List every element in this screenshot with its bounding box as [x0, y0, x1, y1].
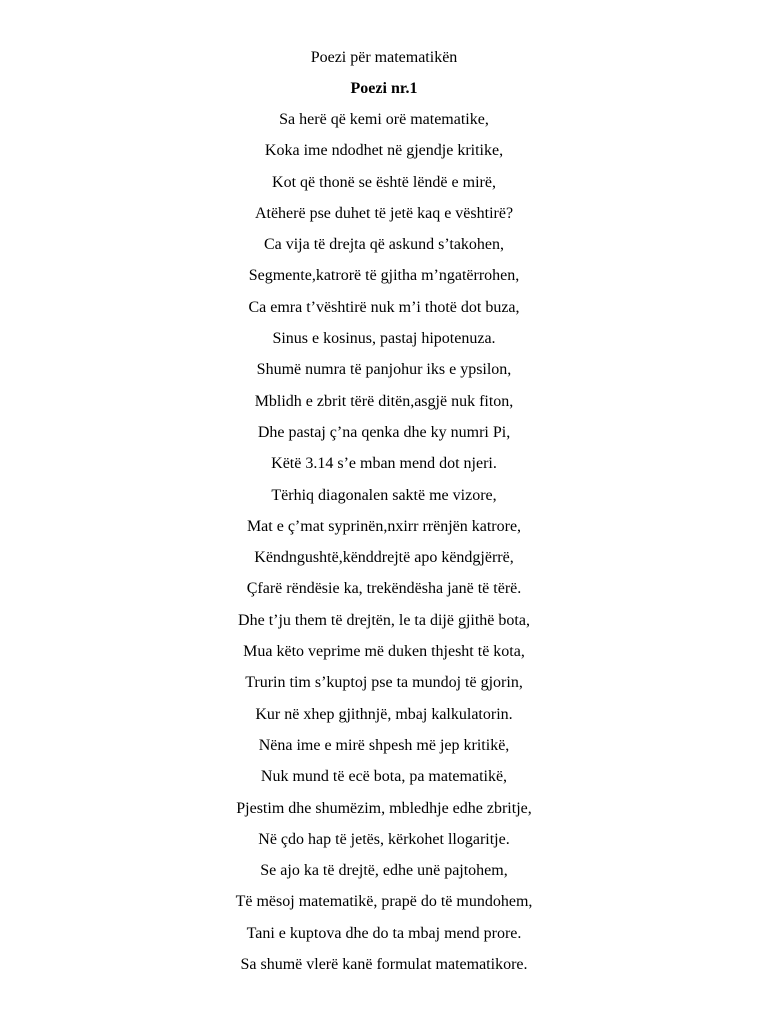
- poem-line: Në çdo hap të jetës, kërkohet llogaritje.: [258, 830, 510, 848]
- poem-line: Dhe t’ju them të drejtën, le ta dijë gjithë bota,: [238, 611, 530, 629]
- poem-line: Koka ime ndodhet në gjendje kritike,: [264, 142, 504, 160]
- poem-line: Tani e kuptova dhe do ta mbaj mend prore.: [246, 924, 522, 942]
- poem-line: Atëherë pse duhet të jetë kaq e vështirë?: [254, 204, 514, 222]
- poem-line: Tërhiq diagonalen saktë me vizore,: [271, 486, 497, 504]
- poem-line: Mat e ç’mat syprinën,nxirr rrënjën katrore,: [246, 517, 522, 535]
- poem-line: Çfarë rëndësie ka, trekëndësha janë të tërë.: [246, 580, 522, 598]
- poem-line: Mua këto veprime më duken thjesht të kota,: [243, 643, 525, 661]
- poem-line: Sinus e kosinus, pastaj hipotenuza.: [272, 330, 496, 348]
- poem-line: Dhe pastaj ç’na qenka dhe ky numri Pi,: [257, 423, 511, 441]
- poem-line: Ca vija të drejta që askund s’takohen,: [263, 236, 505, 254]
- poem-line: Ca emra t’vështirë nuk m’i thotë dot buza,: [248, 298, 520, 316]
- poem-line: Se ajo ka të drejtë, edhe unë pajtohem,: [260, 862, 508, 880]
- poem-line: Këndngushtë,kënddrejtë apo këndgjërrë,: [254, 549, 514, 567]
- poem-line: Sa shumë vlerë kanë formulat matematikore.: [240, 956, 528, 974]
- poem-line: Trurin tim s’kuptoj pse ta mundoj të gjorin,: [245, 674, 523, 692]
- poem-line: Pjestim dhe shumëzim, mbledhje edhe zbritje,: [236, 799, 532, 817]
- poem-line: Këtë 3.14 s’e mban mend dot njeri.: [271, 455, 497, 473]
- poem-body: [0, 109, 768, 985]
- poem-line: Mblidh e zbrit tërë ditën,asgjë nuk fiton,: [254, 392, 514, 410]
- poem-line: Sa herë që kemi orë matematike,: [279, 111, 489, 128]
- document-title: Poezi për matematikën: [310, 49, 458, 66]
- poem-line: Segmente,katrorë të gjitha m’ngatërrohen,: [248, 267, 520, 285]
- poem-line: Nuk mund të ecë bota, pa matematikë,: [260, 768, 508, 786]
- poem-line: Kot që thonë se është lëndë e mirë,: [272, 173, 496, 191]
- poem-number-heading: Poezi nr.1: [350, 80, 418, 97]
- poem-line: Shumë numra të panjohur iks e ypsilon,: [256, 361, 512, 379]
- poem-line: Nëna ime e mirë shpesh më jep kritikë,: [258, 736, 510, 754]
- poem-line: Të mësoj matematikë, prapë do të mundohem,: [235, 893, 533, 911]
- poem-line: Kur në xhep gjithnjë, mbaj kalkulatorin.: [255, 705, 513, 723]
